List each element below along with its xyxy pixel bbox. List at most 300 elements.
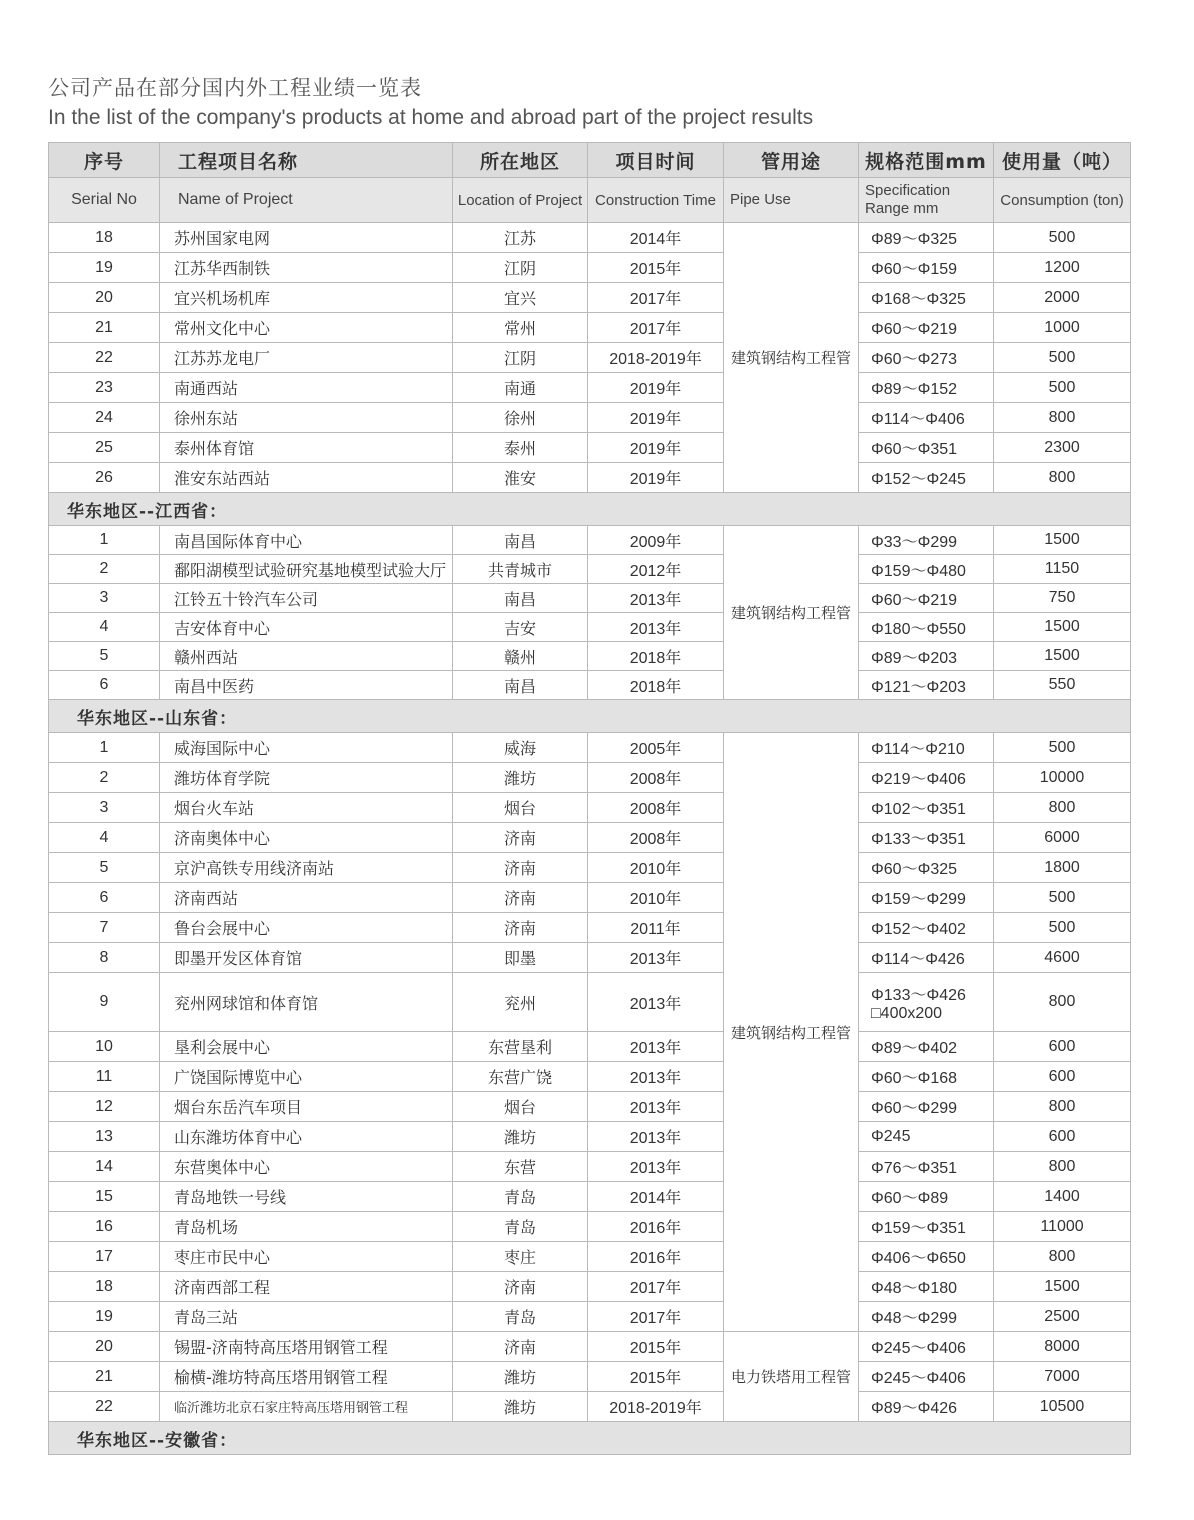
project-name-cell: 青岛地铁一号线 [160,1182,453,1212]
table-row [49,613,1131,642]
location-cell: 共青城市 [453,555,588,584]
spec-value: Φ60～Φ219 [871,321,958,338]
header-spec-cn: 规格范围mm [859,143,994,178]
consumption-cell: 10000 [994,763,1131,793]
location-cell: 济南 [453,853,588,883]
time-cell: 2013年 [588,1152,724,1182]
serial-cell: 22 [49,1392,160,1422]
table-row [49,1302,1131,1332]
location-cell: 淮安 [453,463,588,493]
location-cell: 南昌 [453,584,588,613]
serial-cell: 6 [49,671,160,700]
spec-cell [859,763,994,793]
project-name-cell: 鄱阳湖模型试验研究基地模型试验大厅 [160,555,453,584]
table-row [49,1152,1131,1182]
serial-cell: 24 [49,403,160,433]
project-name-cell: 京沪高铁专用线济南站 [160,853,453,883]
time-cell: 2013年 [588,1092,724,1122]
consumption-cell: 500 [994,883,1131,913]
spec-cell [859,1152,994,1182]
project-name-cell: 南昌国际体育中心 [160,526,453,555]
location-cell: 南通 [453,373,588,403]
time-cell: 2008年 [588,763,724,793]
spec-value: Φ102～Φ351 [871,801,966,818]
spec-cell [859,853,994,883]
spec-cell [859,403,994,433]
consumption-cell: 1200 [994,253,1131,283]
serial-cell: 16 [49,1212,160,1242]
project-name-cell: 赣州西站 [160,642,453,671]
serial-cell: 2 [49,555,160,584]
project-results-table [48,142,1131,1455]
location-cell: 青岛 [453,1212,588,1242]
table-row [49,973,1131,1032]
spec-cell [859,1122,994,1152]
location-cell: 东营垦利 [453,1032,588,1062]
spec-cell [859,1242,994,1272]
time-cell: 2018-2019年 [588,1392,724,1422]
location-cell: 赣州 [453,642,588,671]
header-use-cn: 管用途 [724,143,859,178]
project-name-cell: 广饶国际博览中心 [160,1062,453,1092]
spec-cell [859,613,994,642]
location-cell: 威海 [453,733,588,763]
consumption-cell: 800 [994,1092,1131,1122]
spec-value: Φ89～Φ152 [871,381,958,398]
spec-value: Φ48～Φ180 [871,1280,958,1297]
consumption-cell: 500 [994,913,1131,943]
spec-value: Φ89～Φ203 [871,649,958,667]
serial-cell: 20 [49,1332,160,1362]
consumption-cell: 750 [994,584,1131,613]
serial-cell: 14 [49,1152,160,1182]
spec-value: Φ180～Φ550 [871,620,966,638]
serial-cell: 5 [49,642,160,671]
spec-value: Φ76～Φ351 [871,1160,958,1177]
spec-value: Φ121～Φ203 [871,678,966,696]
spec-cell [859,526,994,555]
location-cell: 泰州 [453,433,588,463]
spec-value: Φ89～Φ402 [871,1040,958,1057]
spec-value: Φ48～Φ299 [871,1310,958,1327]
consumption-cell: 2500 [994,1302,1131,1332]
page-title-en: In the list of the company's products at home and abroad part of the project results [48,106,814,129]
location-cell: 济南 [453,823,588,853]
spec-value: Φ60～Φ325 [871,861,958,878]
location-cell: 济南 [453,913,588,943]
spec-value: Φ406～Φ650 [871,1250,966,1267]
time-cell: 2009年 [588,526,724,555]
time-cell: 2013年 [588,1062,724,1092]
table-row [49,642,1131,671]
time-cell: 2013年 [588,613,724,642]
spec-value: Φ114～Φ426 [871,951,965,968]
spec-cell [859,1092,994,1122]
spec-cell [859,1362,994,1392]
spec-cell [859,1062,994,1092]
consumption-cell: 500 [994,733,1131,763]
project-name-cell: 淮安东站西站 [160,463,453,493]
spec-value: Φ89～Φ325 [871,231,958,248]
spec-value: Φ60～Φ159 [871,261,958,278]
serial-cell: 21 [49,1362,160,1392]
pipe-use-cell: 建筑钢结构工程管 [724,223,859,493]
serial-cell: 11 [49,1062,160,1092]
time-cell: 2015年 [588,1332,724,1362]
project-name-cell: 烟台火车站 [160,793,453,823]
location-cell: 南昌 [453,671,588,700]
project-name-cell: 山东潍坊体育中心 [160,1122,453,1152]
project-name-cell: 鲁台会展中心 [160,913,453,943]
spec-value: Φ33～Φ299 [871,533,958,551]
time-cell: 2011年 [588,913,724,943]
spec-cell [859,343,994,373]
consumption-cell: 1400 [994,1182,1131,1212]
pipe-use-cell: 建筑钢结构工程管 [724,733,859,1332]
consumption-cell: 7000 [994,1362,1131,1392]
table-row [49,733,1131,763]
header-location-en: Location of Project [453,178,588,223]
consumption-cell: 8000 [994,1332,1131,1362]
table-row [49,1212,1131,1242]
project-name-cell: 威海国际中心 [160,733,453,763]
time-cell: 2008年 [588,793,724,823]
location-cell: 济南 [453,883,588,913]
time-cell: 2019年 [588,373,724,403]
spec-value: Φ245～Φ406 [871,1370,966,1387]
time-cell: 2018年 [588,642,724,671]
consumption-cell: 2000 [994,283,1131,313]
consumption-cell: 1500 [994,613,1131,642]
spec-value: Φ60～Φ168 [871,1070,958,1087]
table-row [49,1062,1131,1092]
spec-cell [859,1182,994,1212]
spec-cell [859,433,994,463]
location-cell: 东营 [453,1152,588,1182]
time-cell: 2018-2019年 [588,343,724,373]
section-header-row [49,493,1131,526]
table-row [49,853,1131,883]
location-cell: 济南 [453,1272,588,1302]
header-name-en: Name of Project [160,178,453,223]
project-name-cell: 徐州东站 [160,403,453,433]
time-cell: 2019年 [588,403,724,433]
serial-cell: 9 [49,973,160,1032]
project-name-cell: 枣庄市民中心 [160,1242,453,1272]
table-row [49,283,1131,313]
table-row [49,403,1131,433]
location-cell: 青岛 [453,1302,588,1332]
consumption-cell: 800 [994,973,1131,1032]
time-cell: 2016年 [588,1212,724,1242]
consumption-cell: 10500 [994,1392,1131,1422]
location-cell: 宜兴 [453,283,588,313]
serial-cell: 10 [49,1032,160,1062]
project-name-cell: 临沂潍坊北京石家庄特高压塔用钢管工程 [160,1392,453,1422]
project-name-cell: 常州文化中心 [160,313,453,343]
table-row [49,823,1131,853]
spec-cell [859,463,994,493]
location-cell: 即墨 [453,943,588,973]
project-name-cell: 泰州体育馆 [160,433,453,463]
consumption-cell: 1150 [994,555,1131,584]
serial-cell: 6 [49,883,160,913]
spec-cell [859,223,994,253]
spec-value: Φ159～Φ351 [871,1220,966,1237]
time-cell: 2014年 [588,1182,724,1212]
project-name-cell: 青岛三站 [160,1302,453,1332]
time-cell: 2016年 [588,1242,724,1272]
project-name-cell: 江苏苏龙电厂 [160,343,453,373]
section-header-row [49,700,1131,733]
consumption-cell: 11000 [994,1212,1131,1242]
project-name-cell: 江苏华西制铁 [160,253,453,283]
consumption-cell: 1500 [994,1272,1131,1302]
table-row [49,1242,1131,1272]
header-location-cn: 所在地区 [453,143,588,178]
spec-cell [859,584,994,613]
spec-cell [859,1212,994,1242]
project-name-cell: 青岛机场 [160,1212,453,1242]
project-name-cell: 东营奥体中心 [160,1152,453,1182]
spec-cell [859,1272,994,1302]
consumption-cell: 800 [994,403,1131,433]
location-cell: 江苏 [453,223,588,253]
time-cell: 2012年 [588,555,724,584]
time-cell: 2013年 [588,584,724,613]
location-cell: 潍坊 [453,1122,588,1152]
serial-cell: 20 [49,283,160,313]
consumption-cell: 6000 [994,823,1131,853]
consumption-cell: 1500 [994,642,1131,671]
location-cell: 枣庄 [453,1242,588,1272]
spec-value: Φ219～Φ406 [871,771,966,788]
spec-value: Φ60～Φ299 [871,1100,958,1117]
time-cell: 2013年 [588,973,724,1032]
spec-cell [859,793,994,823]
table-row [49,555,1131,584]
serial-cell: 7 [49,913,160,943]
serial-cell: 3 [49,584,160,613]
time-cell: 2013年 [588,1032,724,1062]
table-row [49,1332,1131,1362]
spec-cell [859,313,994,343]
header-consumption-cn: 使用量（吨） [994,143,1131,178]
spec-cell [859,1392,994,1422]
spec-cell [859,1032,994,1062]
time-cell: 2005年 [588,733,724,763]
consumption-cell: 500 [994,373,1131,403]
spec-cell [859,671,994,700]
table-row [49,1122,1131,1152]
spec-value: Φ60～Φ351 [871,441,958,458]
time-cell: 2010年 [588,853,724,883]
consumption-cell: 1500 [994,526,1131,555]
spec-cell [859,973,994,1032]
time-cell: 2013年 [588,943,724,973]
serial-cell: 12 [49,1092,160,1122]
spec-cell [859,823,994,853]
serial-cell: 1 [49,733,160,763]
consumption-cell: 600 [994,1032,1131,1062]
spec-value: Φ133～Φ351 [871,831,966,848]
spec-value: Φ152～Φ402 [871,921,966,938]
serial-cell: 21 [49,313,160,343]
spec-cell [859,733,994,763]
location-cell: 青岛 [453,1182,588,1212]
location-cell: 潍坊 [453,1392,588,1422]
header-use-en: Pipe Use [724,178,859,223]
table-row [49,883,1131,913]
time-cell: 2017年 [588,313,724,343]
header-spec-en: Specification Range mm [859,178,994,223]
spec-cell [859,943,994,973]
spec-value: Φ245 [871,1127,911,1145]
location-cell: 兖州 [453,973,588,1032]
serial-cell: 15 [49,1182,160,1212]
project-name-cell: 济南西部工程 [160,1272,453,1302]
spec-cell [859,1332,994,1362]
project-name-cell: 南昌中医药 [160,671,453,700]
consumption-cell: 600 [994,1062,1131,1092]
spec-value: Φ60～Φ219 [871,591,958,609]
project-name-cell: 烟台东岳汽车项目 [160,1092,453,1122]
consumption-cell: 800 [994,463,1131,493]
consumption-cell: 800 [994,793,1131,823]
table-row [49,1362,1131,1392]
spec-cell [859,283,994,313]
serial-cell: 4 [49,823,160,853]
spec-value: Φ159～Φ480 [871,562,966,580]
table-row [49,763,1131,793]
table-row [49,463,1131,493]
spec-value: Φ114～Φ210 [871,741,965,758]
project-name-cell: 即墨开发区体育馆 [160,943,453,973]
project-name-cell: 潍坊体育学院 [160,763,453,793]
consumption-cell: 800 [994,1152,1131,1182]
location-cell: 南昌 [453,526,588,555]
spec-value: Φ60～Φ89 [871,1190,949,1207]
table-row [49,223,1131,253]
serial-cell: 2 [49,763,160,793]
consumption-cell: 1800 [994,853,1131,883]
table-row [49,526,1131,555]
consumption-cell: 1000 [994,313,1131,343]
header-serial-en: Serial No [49,178,160,223]
table-row [49,313,1131,343]
table-row [49,671,1131,700]
serial-cell: 4 [49,613,160,642]
location-cell: 常州 [453,313,588,343]
spec-cell [859,883,994,913]
table-row [49,433,1131,463]
location-cell: 江阴 [453,253,588,283]
spec-value: Φ245～Φ406 [871,1340,966,1357]
table-row [49,1182,1131,1212]
time-cell: 2008年 [588,823,724,853]
project-name-cell: 榆横-潍坊特高压塔用钢管工程 [160,1362,453,1392]
location-cell: 吉安 [453,613,588,642]
header-consumption-en: Consumption (ton) [994,178,1131,223]
spec-value-2: □400x200 [871,1004,943,1022]
project-name-cell: 南通西站 [160,373,453,403]
serial-cell: 3 [49,793,160,823]
time-cell: 2017年 [588,1302,724,1332]
table-row [49,1092,1131,1122]
time-cell: 2010年 [588,883,724,913]
project-name-cell: 垦利会展中心 [160,1032,453,1062]
time-cell: 2019年 [588,433,724,463]
consumption-cell: 800 [994,1242,1131,1272]
serial-cell: 1 [49,526,160,555]
consumption-cell: 500 [994,223,1131,253]
table-row [49,1032,1131,1062]
table-row [49,913,1131,943]
project-name-cell: 江铃五十铃汽车公司 [160,584,453,613]
project-name-cell: 济南奥体中心 [160,823,453,853]
spec-cell [859,1302,994,1332]
consumption-cell: 2300 [994,433,1131,463]
header-time-en: Construction Time [588,178,724,223]
location-cell: 东营广饶 [453,1062,588,1092]
section-title: 华东地区--江西省： [49,493,1131,526]
serial-cell: 5 [49,853,160,883]
serial-cell: 19 [49,253,160,283]
table-row [49,1272,1131,1302]
spec-value: Φ152～Φ245 [871,471,966,488]
header-time-cn: 项目时间 [588,143,724,178]
table-row [49,343,1131,373]
project-name-cell: 吉安体育中心 [160,613,453,642]
serial-cell: 25 [49,433,160,463]
location-cell: 潍坊 [453,1362,588,1392]
table-row [49,253,1131,283]
consumption-cell: 500 [994,343,1131,373]
page-titles [48,74,813,132]
serial-cell: 18 [49,1272,160,1302]
location-cell: 江阴 [453,343,588,373]
header-serial-cn: 序号 [49,143,160,178]
header-name-cn: 工程项目名称 [160,143,453,178]
header-row-en [49,178,1131,223]
spec-cell [859,555,994,584]
location-cell: 济南 [453,1332,588,1362]
table-row [49,793,1131,823]
serial-cell: 26 [49,463,160,493]
location-cell: 潍坊 [453,763,588,793]
header-row-cn [49,143,1131,178]
project-name-cell: 兖州网球馆和体育馆 [160,973,453,1032]
pipe-use-cell: 电力铁塔用工程管 [724,1332,859,1422]
time-cell: 2019年 [588,463,724,493]
location-cell: 烟台 [453,1092,588,1122]
project-name-cell: 济南西站 [160,883,453,913]
pipe-use-cell: 建筑钢结构工程管 [724,526,859,700]
spec-value: Φ159～Φ299 [871,891,966,908]
table-row [49,373,1131,403]
serial-cell: 23 [49,373,160,403]
spec-value: Φ168～Φ325 [871,291,966,308]
spec-value: Φ114～Φ406 [871,411,965,428]
consumption-cell: 600 [994,1122,1131,1152]
spec-value: Φ89～Φ426 [871,1400,958,1417]
project-name-cell: 锡盟-济南特高压塔用钢管工程 [160,1332,453,1362]
section-title: 华东地区--山东省： [49,700,1131,733]
spec-value: Φ133～Φ426 [871,986,966,1004]
section-header-row [49,1422,1131,1455]
time-cell: 2014年 [588,223,724,253]
serial-cell: 18 [49,223,160,253]
